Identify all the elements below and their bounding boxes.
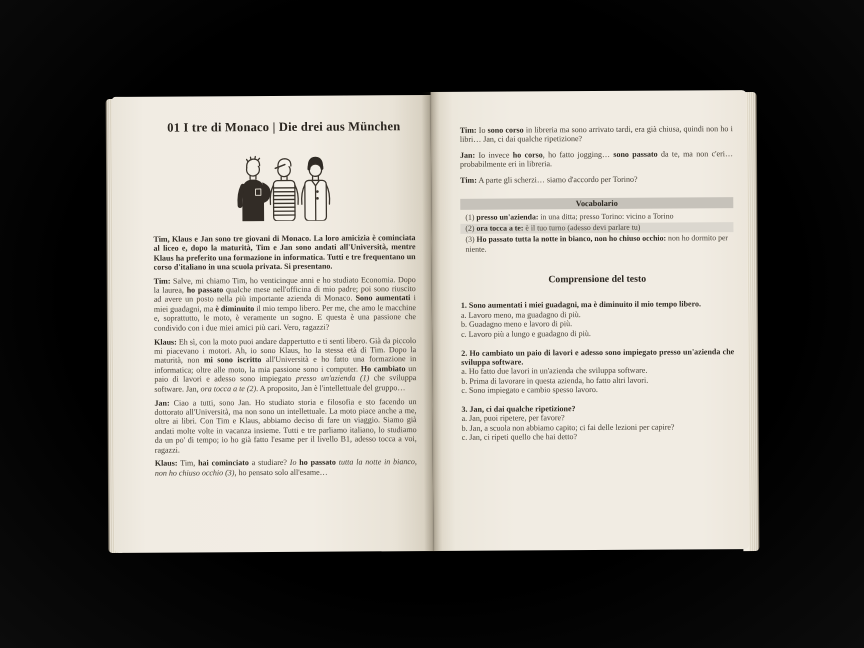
intro-paragraph: Tim, Klaus e Jan sono tre giovani di Monaco. La loro amicizia è cominciata al liceo e, dopo la maturità, Tim e Jan sono andati all'Università, mentre Klaus ha preferito una formazione in informatica. Tutti e tre frequentano un corso d'italiano in una scuola privata. Si presentano. <box>153 233 416 272</box>
text-run: A parte gli scherzi… siamo d'accordo per Torino? <box>476 174 638 185</box>
text-run: Jan: <box>154 398 170 408</box>
illustration-wrapper <box>153 152 415 227</box>
text-run: Tim: <box>153 276 171 286</box>
answer-option: a. Ho fatto due lavori in un'azienda che sviluppa software. <box>461 366 648 377</box>
text-run: presso un'azienda (1) <box>295 373 370 384</box>
text-run: ora tocca a te (2) <box>200 383 257 394</box>
text-run: , ho fatto jogging… <box>542 149 614 160</box>
comprehension-question <box>462 403 735 442</box>
dialogue-paragraph <box>460 149 733 169</box>
text-run: che sviluppa software. Jan, <box>154 373 417 394</box>
text-run: sono corso <box>487 125 524 135</box>
text-run: Ciao a tutti, sono Jan. Ho studiato storia e filosofia e sto facendo un dottorato all'Università, ma non sono un intellettuale. La moto piace anche a me, oltre ai libri. Con Tim e Klaus, abbiamo deciso di fare un viaggio. Siamo già andati molte volte in vacanza insieme. Tutti e tre parliamo italiano, lo studiamo da un po' di tempo; io ho già fatto l'esame per il livello B1, adesso tocca a voi, ragazzi. <box>154 396 417 455</box>
chapter-number: 01 <box>167 120 181 135</box>
text-run: Tim: <box>460 175 477 185</box>
text-run: Sono aumentati <box>355 293 411 303</box>
dialogue-paragraph <box>460 124 733 144</box>
text-run: Ho cambiato <box>360 363 406 374</box>
text-run: hai cominciato <box>198 458 249 468</box>
dialogue-paragraph <box>154 397 416 455</box>
comprehension-heading: Comprensione del testo <box>548 274 647 286</box>
text-run: , ho pensato solo all'esame… <box>234 467 328 478</box>
answer-option: b. Prima di lavorare in questa azienda, ho fatto altri lavori. <box>461 375 649 386</box>
text-run: Io <box>289 458 297 468</box>
text-run: presso un'azienda: <box>476 212 539 222</box>
text-run: i miei guadagni, ma <box>153 293 416 314</box>
right-dialogue <box>460 124 733 185</box>
text-run: sono passato <box>613 149 658 159</box>
text-run: qualche mese nell'officina di mio padre; poi sono riuscito ad avere un posto nella più importante azienda di Monaco. <box>153 284 416 305</box>
text-run: Klaus: <box>154 337 177 347</box>
vocabulary-entry <box>460 211 733 222</box>
text-run: da te, ma non c'eri… probabilmente eri in libreria. <box>460 148 734 170</box>
answer-option: c. Jan, ci ripeti quello che hai detto? <box>461 432 578 443</box>
answer-option: b. Jan, a scuola non abbiamo capito; ci fai delle lezioni per capire? <box>461 422 675 433</box>
left-page <box>112 95 434 553</box>
chapter-title-german: Die drei aus München <box>278 119 401 134</box>
left-dialogue <box>154 275 417 478</box>
vocabulary-entry <box>460 233 733 254</box>
question-text: 3. Jan, ci dai qualche ripetizione? <box>461 404 576 414</box>
answer-option: a. Jan, puoi ripetere, per favore? <box>461 413 565 424</box>
question-text: 1. Sono aumentati i miei guadagni, ma è diminuito il mio tempo libero. <box>460 299 702 311</box>
question-text: 2. Ho cambiato un paio di lavori e adesso sono impiegato presso un'azienda che sviluppa software. <box>461 346 735 367</box>
right-page <box>431 90 750 551</box>
vocabulary-header: Vocabolario <box>460 197 733 210</box>
text-run: (1) <box>465 212 477 222</box>
answer-option: c. Lavoro più a lungo e guadagno di più. <box>461 328 591 339</box>
three-friends-illustration <box>225 153 343 222</box>
chapter-title-italian: I tre di Monaco <box>183 119 270 135</box>
text-run: Jan: <box>459 150 476 160</box>
dialogue-paragraph <box>154 275 416 333</box>
text-run: . A proposito, Jan è l'intellettuale del gruppo… <box>256 382 406 393</box>
answer-option: b. Guadagno meno e lavoro di più. <box>460 319 573 330</box>
right-page-content <box>460 124 735 452</box>
dialogue-paragraph <box>154 336 416 394</box>
text-run: ora tocca a te: <box>476 223 524 233</box>
vocabulary-box <box>460 197 733 254</box>
text-run: Salve, mi chiamo Tim, ho venticinque anni e ho studiato Economia. Dopo la laurea, <box>153 274 416 295</box>
vocabulary-entry <box>460 222 733 233</box>
text-run: è diminuito <box>215 303 255 314</box>
text-run: (2) <box>465 223 477 233</box>
vocabulary-entries <box>460 211 733 254</box>
comprehension-question <box>461 347 734 396</box>
text-run: all'Università e ho fatto una formazione in informatica; oltre alle moto, la mia passione sono i computer. <box>154 354 417 375</box>
text-run: Io <box>476 125 488 135</box>
text-run: ho corso <box>512 150 543 160</box>
text-run: ho passato <box>299 458 336 468</box>
dialogue-paragraph <box>460 174 733 185</box>
text-run: il mio tempo libero. Per me, che amo le macchine e, soprattutto, le moto, è veramente un sogno. E questa è una passione che condivido con i due miei amici più cari. Vero, ragazzi? <box>153 302 416 333</box>
text-run: Klaus: <box>154 458 178 469</box>
text-run: tutta la notte in bianco, non ho chiuso occhio (3) <box>154 457 417 478</box>
text-run: Ho passato tutta la notte in bianco, non ho chiuso occhio: <box>476 233 667 244</box>
text-run: Tim: <box>459 125 477 135</box>
text-run: Eh sì, con la moto puoi andare dappertutto e ti senti libero. Già da piccolo mi piacevano i motori. Ah, io sono Klaus, ho la stessa età di Tim. Dopo la maturità, non <box>154 335 417 366</box>
text-run: un paio di lavori e adesso sono impiegato <box>154 363 417 384</box>
comprehension-question <box>461 300 734 339</box>
text-run: è il tuo turno (adesso devi parlare tu) <box>523 222 641 233</box>
text-run: in libreria ma sono arrivato tardi, era già chiusa, quindi non ho i libri… Jan, ci dai qualche ripetizione? <box>459 124 733 145</box>
left-page-content <box>153 113 417 482</box>
text-run: ho passato <box>186 285 224 295</box>
title-separator: | <box>272 119 276 134</box>
text-run: non ho dormito per niente. <box>465 233 729 254</box>
text-run: Tim, <box>177 458 199 468</box>
text-run: a studiare? <box>248 458 290 468</box>
chapter-title <box>153 119 415 136</box>
text-run: mi sono iscritto <box>203 355 262 365</box>
text-run: Io invece <box>475 150 513 160</box>
answer-option: a. Lavoro meno, ma guadagno di più. <box>460 309 581 320</box>
dialogue-paragraph <box>155 458 417 478</box>
answer-option: c. Sono impiegato e cambio spesso lavoro. <box>461 385 598 395</box>
open-book <box>103 84 762 562</box>
text-run: in una ditta; presso Torino: vicino a Torino <box>538 211 674 222</box>
comprehension-questions <box>461 300 735 443</box>
text-run: (3) <box>465 234 477 245</box>
